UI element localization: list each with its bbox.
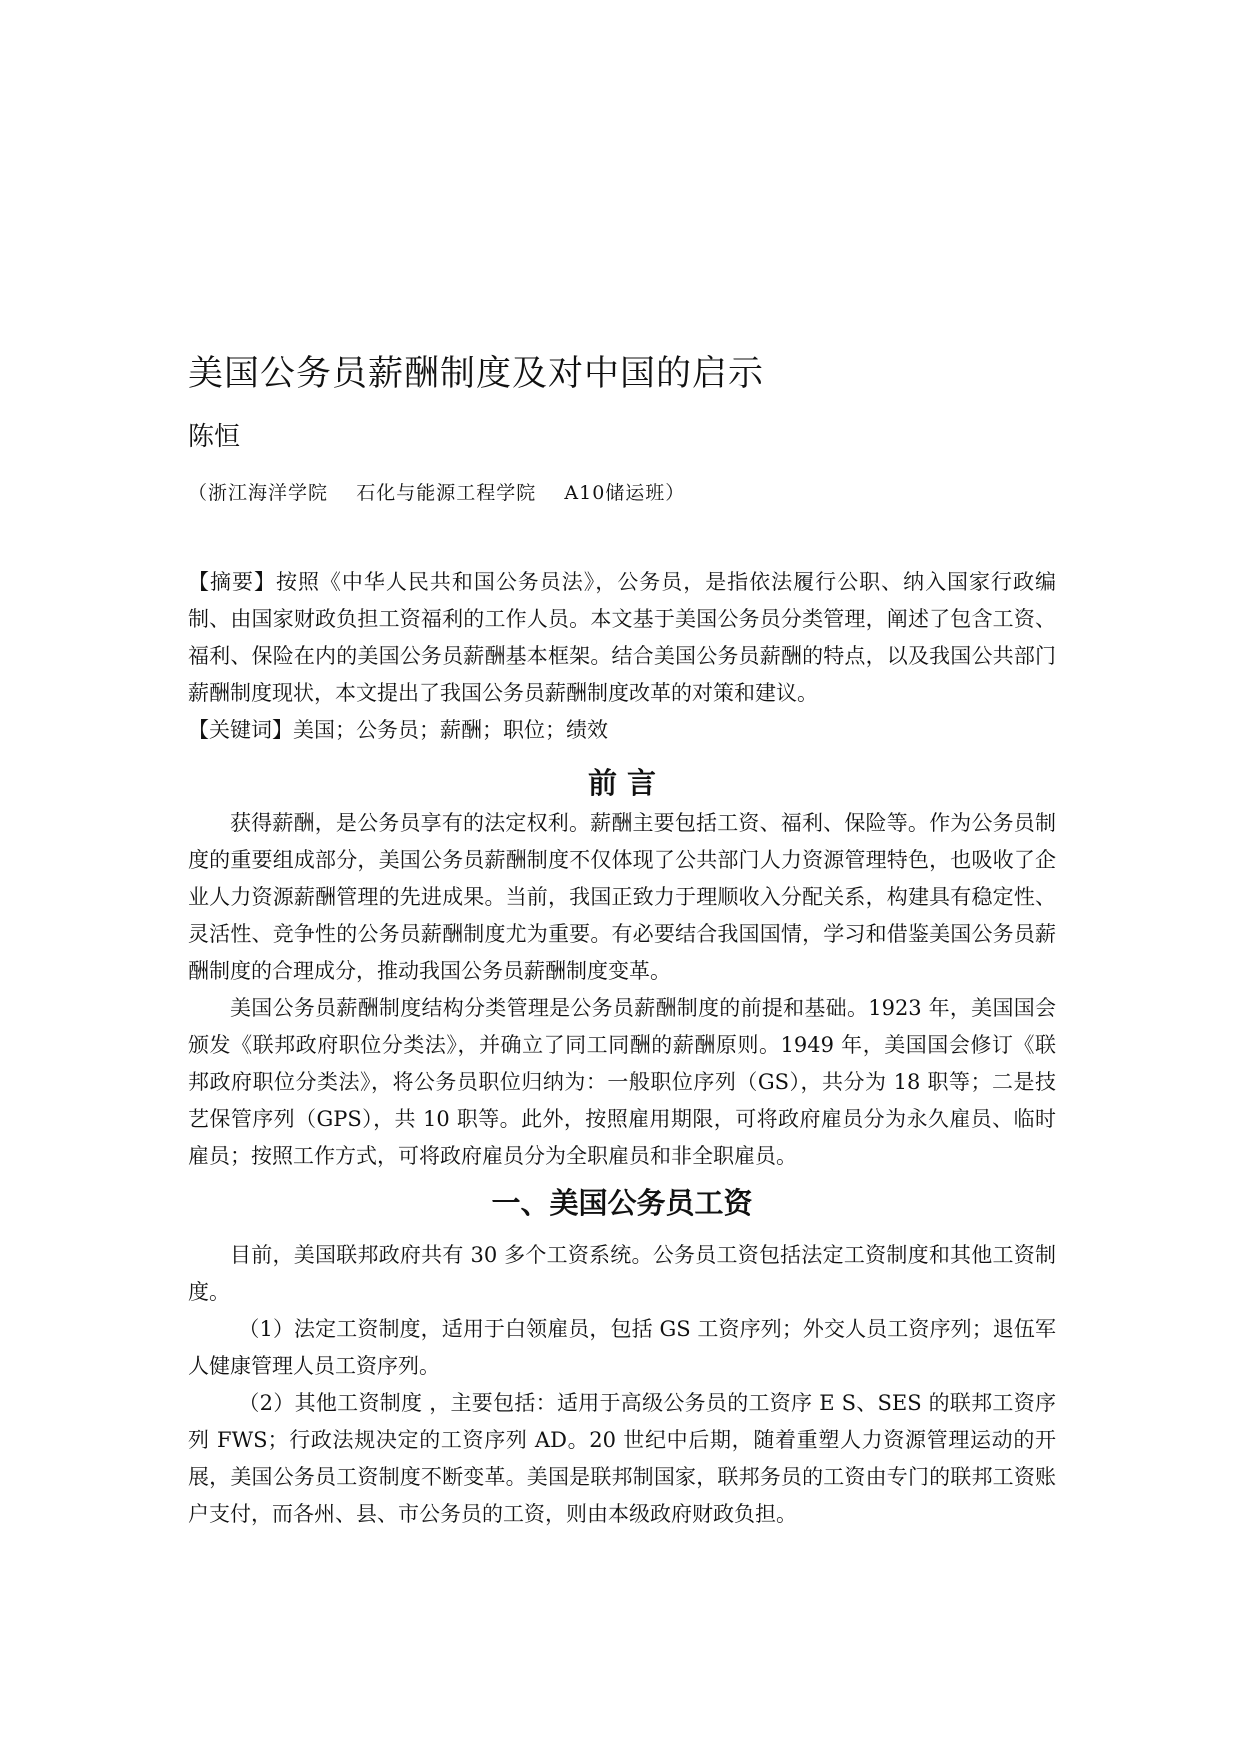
- author-name: 陈恒: [188, 422, 241, 452]
- keywords-text: 美国；公务员；薪酬；职位；绩效: [293, 718, 608, 742]
- keywords-label: 【关键词】: [188, 718, 293, 742]
- section-1-paragraph-2: （1）法定工资制度，适用于白领雇员，包括 GS 工资序列；外交人员工资序列；退伍军人健康管理人员工资序列。: [188, 1317, 1056, 1378]
- abstract-text: 按照《中华人民共和国公务员法》，公务员，是指依法履行公职、纳入国家行政编制、由国家财政负担工资福利的工作人员。本文基于美国公务员分类管理，阐述了包含工资、福利、保险在内的美国公务员薪酬基本框架。结合美国公务员薪酬的特点，以及我国公共部门薪酬制度现状，本文提出了我国公务员薪酬制度改革的对策和建议。: [188, 570, 1057, 705]
- preface-heading: 前 言: [587, 766, 657, 800]
- affiliation-class: A10储运班: [564, 482, 666, 504]
- paper-title: 美国公务员薪酬制度及对中国的启示: [188, 354, 765, 394]
- section-1-paragraph-3: （2）其他工资制度 ，主要包括：适用于高级公务员的工资序 E S、SES 的联邦工资序列 FWS；行政法规决定的工资序列 AD。20 世纪中后期，随着重塑人力资源管理运动的开展，美国公务员工资制度不断变革。美国是联邦制国家，联邦务员的工资由专门的联邦工资账户支付，而各州、县、市公务员的工资，则由本级政府财政负担。: [188, 1391, 1056, 1526]
- preface-paragraph-2: 美国公务员薪酬制度结构分类管理是公务员薪酬制度的前提和基础。1923 年，美国国会颁发《联邦政府职位分类法》，并确立了同工同酬的薪酬原则。1949 年，美国国会修订《联邦政府职位分类法》，将公务员职位归纳为：一般职位序列（GS），共分为 18 职等；二是技艺保管序列（GPS），共 10 职等。此外，按照雇用期限，可将政府雇员分为永久雇员、临时雇员；按照工作方式，可将政府雇员分为全职雇员和非全职雇员。: [188, 996, 1056, 1168]
- preface-paragraph-1: 获得薪酬，是公务员享有的法定权利。薪酬主要包括工资、福利、保险等。作为公务员制度的重要组成部分，美国公务员薪酬制度不仅体现了公共部门人力资源管理特色，也吸收了企业人力资源薪酬管理的先进成果。当前，我国正致力于理顺收入分配关系，构建具有稳定性、灵活性、竞争性的公务员薪酬制度尤为重要。有必要结合我国国情，学习和借鉴美国公务员薪酬制度的合理成分，推动我国公务员薪酬制度变革。: [188, 811, 1056, 983]
- affiliation-open-paren: （: [188, 482, 209, 504]
- affiliation-college: 石化与能源工程学院: [356, 482, 537, 504]
- section-1-heading: 一、美国公务员工资: [491, 1186, 753, 1220]
- author-affiliation: [188, 478, 1056, 508]
- keywords: [188, 712, 1056, 749]
- abstract-label: 【摘要】: [188, 570, 276, 594]
- section-1-paragraph-1: 目前，美国联邦政府共有 30 多个工资系统。公务员工资包括法定工资制度和其他工资制度。: [188, 1243, 1056, 1304]
- affiliation-school: 浙江海洋学院: [208, 482, 329, 504]
- affiliation-close-paren: ）: [665, 482, 686, 504]
- page-content: [188, 350, 1056, 1533]
- abstract: [188, 564, 1056, 712]
